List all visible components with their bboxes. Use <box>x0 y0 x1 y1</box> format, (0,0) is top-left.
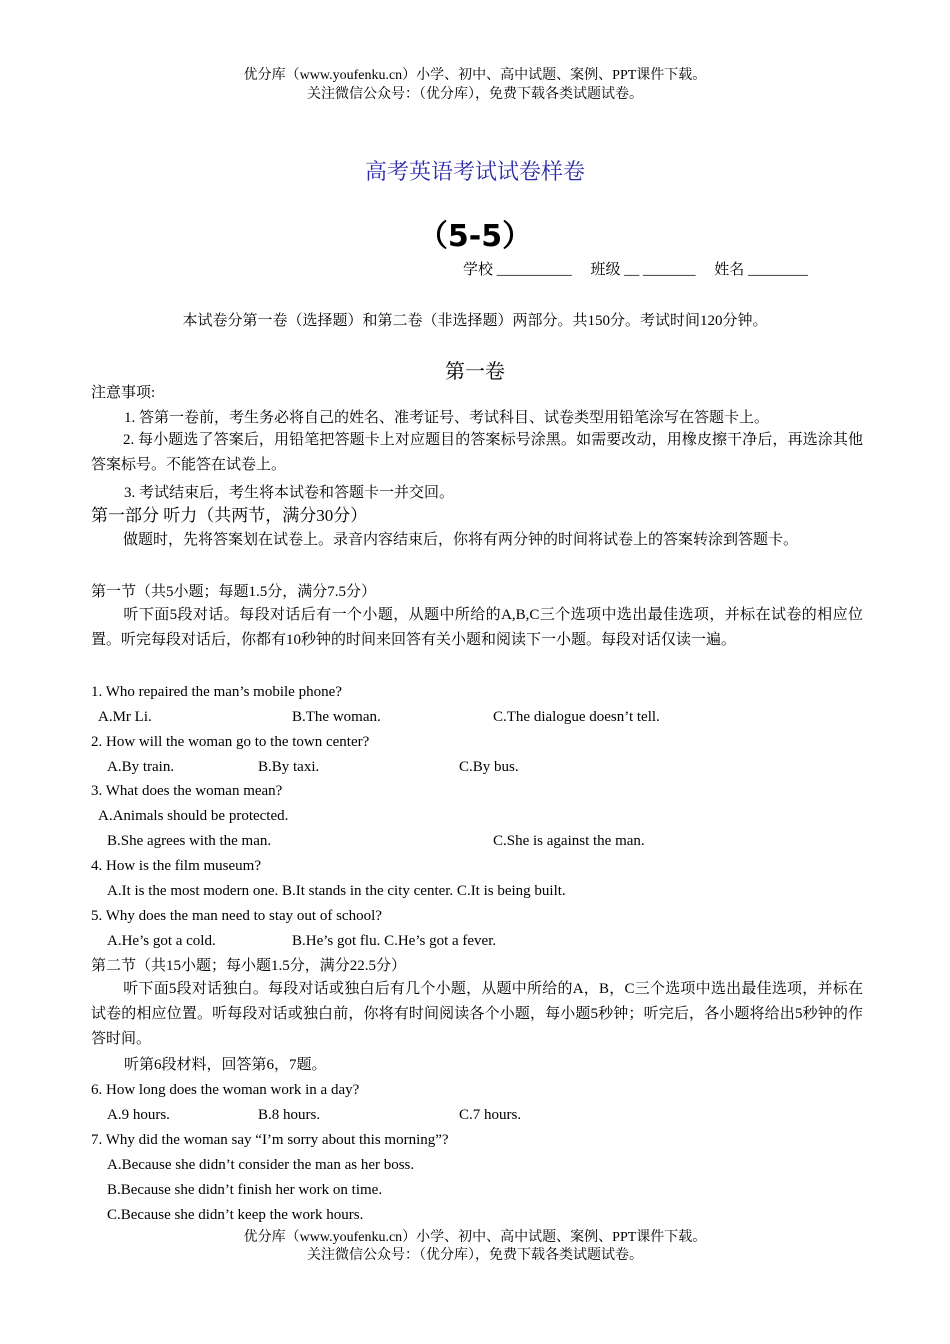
q3-option-c: C.She is against the man. <box>493 833 645 849</box>
q2-option-c: C.By bus. <box>459 759 519 775</box>
question-4: 4. How is the film museum? <box>91 858 261 874</box>
q5-option-a: A.He’s got a cold. <box>107 933 216 949</box>
paper-number: （5-5） <box>417 219 533 254</box>
q1-option-a: A.Mr Li. <box>98 709 152 725</box>
q2-option-a: A.By train. <box>107 759 175 775</box>
notice-label: 注意事项: <box>91 385 156 401</box>
q2-option-b: B.By taxi. <box>258 759 320 775</box>
school-field: 学校 __________ <box>463 262 572 278</box>
intro-text: 本试卷分第一卷（选择题）和第二卷（非选择题）两部分。共150分。考试时间120分钟。 <box>182 313 768 329</box>
section2-instruction: 听下面5段对话独白。每段对话或独白后有几个小题，从题中所给的A，B，C三个选项中选出最佳选项，并标在试卷的相应位置。听每段对话或独白前，你将有时间阅读各个小题，每小题5秒钟；听完后，各小题将给出5秒钟的作答时间。 <box>91 981 863 1047</box>
q6-option-c: C.7 hours. <box>459 1107 522 1123</box>
class-field: 班级 __ _______ <box>590 262 696 278</box>
q3-option-b: B.She agrees with the man. <box>107 833 272 849</box>
name-field: 姓名 ________ <box>714 262 809 278</box>
header-line-1: 优分库（www.youfenku.cn）小学、初中、高中试题、案例、PPT课件下载。 <box>243 68 707 83</box>
notice-item-1: 1. 答第一卷前，考生务必将自己的姓名、准考证号、考试科目、试卷类型用铅笔涂写在答题卡上。 <box>124 410 770 426</box>
notice-item-3: 3. 考试结束后，考生将本试卷和答题卡一并交回。 <box>124 485 455 501</box>
q7-option-c: C.Because she didn’t keep the work hours. <box>107 1207 364 1223</box>
question-6: 6. How long does the woman work in a day? <box>91 1082 360 1098</box>
question-1: 1. Who repaired the man’s mobile phone? <box>91 684 342 700</box>
q1-option-c: C.The dialogue doesn’t tell. <box>493 709 660 725</box>
section2-material: 听第6段材料，回答第6，7题。 <box>124 1057 327 1073</box>
q7-option-b: B.Because she didn’t finish her work on time. <box>107 1182 383 1198</box>
q5-option-bc: B.He’s got flu. C.He’s got a fever. <box>292 933 497 949</box>
footer-line-2: 关注微信公众号：（优分库），免费下载各类试题试卷。 <box>307 1248 643 1263</box>
question-5: 5. Why does the man need to stay out of school? <box>91 908 382 924</box>
section2-title: 第二节（共15小题；每小题1.5分，满分22.5分） <box>91 958 407 974</box>
q6-option-a: A.9 hours. <box>107 1107 170 1123</box>
header-line-2: 关注微信公众号：（优分库），免费下载各类试题试卷。 <box>307 87 643 102</box>
volume-heading: 第一卷 <box>445 361 505 383</box>
q4-options: A.It is the most modern one. B.It stands in the city center. C.It is being built. <box>107 883 566 899</box>
question-3: 3. What does the woman mean? <box>91 783 283 799</box>
question-2: 2. How will the woman go to the town center? <box>91 734 370 750</box>
section1-title: 第一节（共5小题；每题1.5分，满分7.5分） <box>91 584 377 600</box>
section1-instruction: 听下面5段对话。每段对话后有一个小题，从题中所给的A,B,C三个选项中选出最佳选项，并标在试卷的相应位置。听完每段对话后，你都有10秒钟的时间来回答有关小题和阅读下一小题。每段对话仅读一遍。 <box>91 607 863 648</box>
footer-line-1: 优分库（www.youfenku.cn）小学、初中、高中试题、案例、PPT课件下载。 <box>243 1230 707 1245</box>
page-title: 高考英语考试试卷样卷 <box>364 159 585 184</box>
part1-instruction: 做题时，先将答案划在试卷上。录音内容结束后，你将有两分钟的时间将试卷上的答案转涂到答题卡。 <box>123 532 799 548</box>
q1-option-b: B.The woman. <box>292 709 381 725</box>
notice-item-2: 2. 每小题选了答案后，用铅笔把答题卡上对应题目的答案标号涂黑。如需要改动，用橡皮擦干净后，再选涂其他答案标号。不能答在试卷上。 <box>91 432 863 473</box>
info-line <box>463 258 808 279</box>
q6-option-b: B.8 hours. <box>258 1107 321 1123</box>
q3-option-a: A.Animals should be protected. <box>98 808 289 824</box>
q7-option-a: A.Because she didn’t consider the man as her boss. <box>107 1157 415 1173</box>
question-7: 7. Why did the woman say “I’m sorry about this morning”? <box>91 1132 449 1148</box>
part1-title: 第一部分 听力（共两节，满分30分） <box>91 506 368 525</box>
